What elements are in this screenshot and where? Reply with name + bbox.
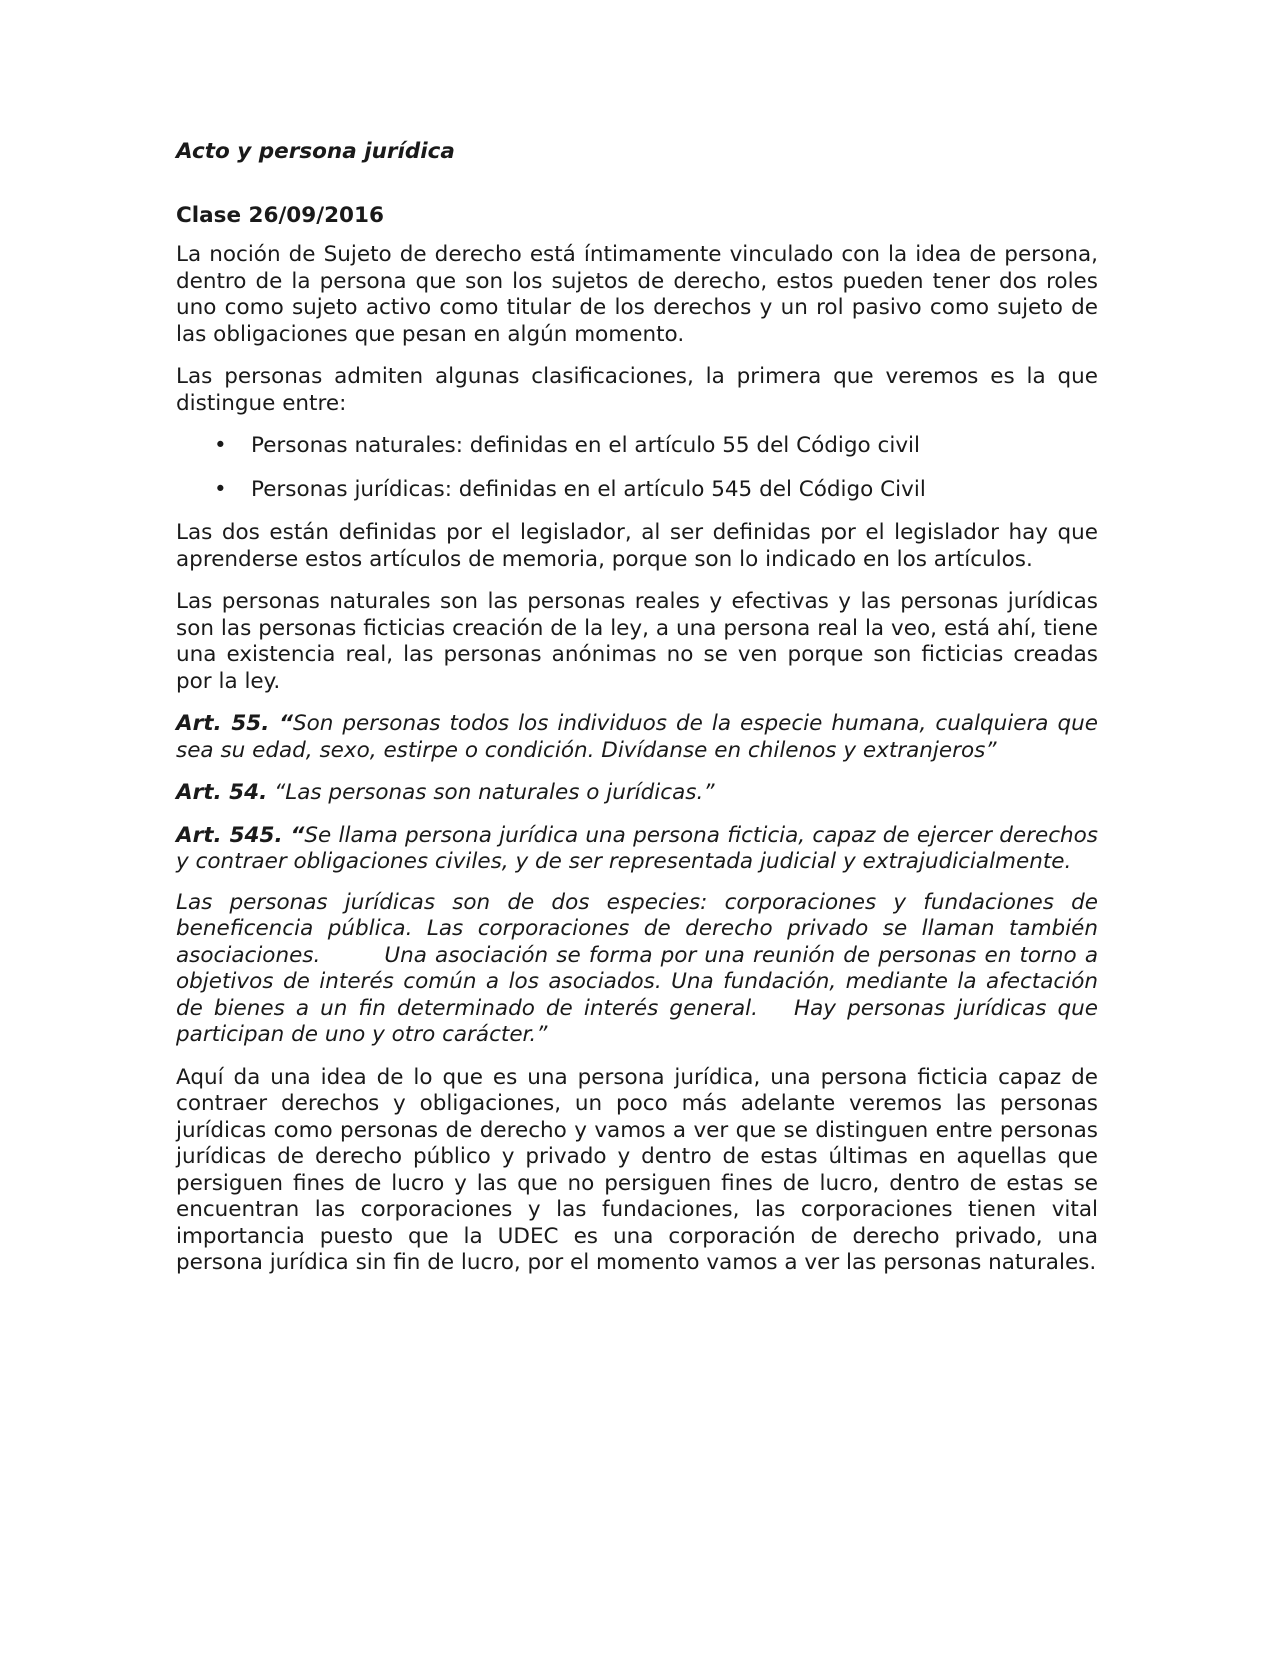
article-54-label: Art. 54. xyxy=(176,780,268,805)
document-page xyxy=(176,138,1098,1293)
paragraph-clasificaciones: Las personas admiten algunas clasificaciones, la primera que veremos es la que distingue entre: xyxy=(176,364,1098,416)
article-55-label: Art. 55. “ xyxy=(176,711,293,736)
article-55 xyxy=(176,711,1098,764)
paragraph-legislador: Las dos están definidas por el legislador, al ser definidas por el legislador hay que aprenderse estos artículos de memoria, porque son lo indicado en los artículos. xyxy=(176,520,1098,572)
quote-part-2: Una asociación se forma por una reunión de personas en torno a objetivos de interés común a los asociados. Una fundación, mediante la afectación de bienes a un fin determinado de interés general. xyxy=(176,942,1098,1021)
quote-part-3: Hay personas jurídicas que participan de uno y otro carácter.” xyxy=(176,995,1098,1047)
list-item-text: Personas naturales: definidas en el artículo 55 del Código civil xyxy=(251,433,920,458)
article-545-text: Se llama persona jurídica una persona ficticia, capaz de ejercer derechos y contraer obligaciones civiles, y de ser representada judicial y extrajudicialmente. xyxy=(176,822,1098,874)
list-item-text: Personas jurídicas: definidas en el artículo 545 del Código Civil xyxy=(251,476,926,502)
paragraph-idea-persona-juridica: Aquí da una idea de lo que es una persona jurídica, una persona ficticia capaz de contraer derechos y obligaciones, un poco más adelante veremos las personas jurídicas como personas de derecho y vamos a ver que se distinguen entre personas jurídicas de derecho público y privado y dentro de estas últimas en aquellas que persiguen fines de lucro y las que no persiguen fines de lucro, dentro de estas se encuentran las corporaciones y las fundaciones, las corporaciones tienen vital importancia puesto que la UDEC es una corporación de derecho privado, una persona jurídica sin fin de lucro, por el momento vamos a ver las personas naturales. xyxy=(176,1064,1098,1275)
paragraph-naturales-juridicas: Las personas naturales son las personas reales y efectivas y las personas jurídicas son las personas ficticias creación de la ley, a una persona real la veo, está ahí, tiene una existencia real, las personas anónimas no se ven porque son ficticias creadas por la ley. xyxy=(176,589,1098,694)
document-title: Acto y persona jurídica xyxy=(176,139,455,164)
bullet-icon: • xyxy=(214,476,227,502)
article-545 xyxy=(176,823,1098,876)
quote-part-1: Las personas jurídicas son de dos especies: corporaciones y fundaciones de beneficencia pública. Las corporaciones de derecho privado se llaman también asociaciones. xyxy=(176,889,1098,968)
bullet-icon: • xyxy=(214,433,227,458)
class-date-heading: Clase 26/09/2016 xyxy=(176,203,384,228)
bullet-list xyxy=(176,433,1098,503)
article-545-continuation xyxy=(176,890,1098,1049)
list-item xyxy=(176,477,1098,504)
list-item xyxy=(176,433,1098,460)
paragraph-sujeto-derecho: La noción de Sujeto de derecho está íntimamente vinculado con la idea de persona, dentro de la persona que son los sujetos de derecho, estos pueden tener dos roles uno como sujeto activo como titular de los derechos y un rol pasivo como sujeto de las obligaciones que pesan en algún momento. xyxy=(176,242,1098,347)
article-55-text: Son personas todos los individuos de la especie humana, cualquiera que sea su edad, sexo, estirpe o condición. Divídanse en chilenos y extranjeros” xyxy=(176,711,1098,763)
article-545-label: Art. 545. “ xyxy=(176,822,305,848)
article-54 xyxy=(176,780,1098,807)
article-54-text: “Las personas son naturales o jurídicas.” xyxy=(267,780,715,805)
